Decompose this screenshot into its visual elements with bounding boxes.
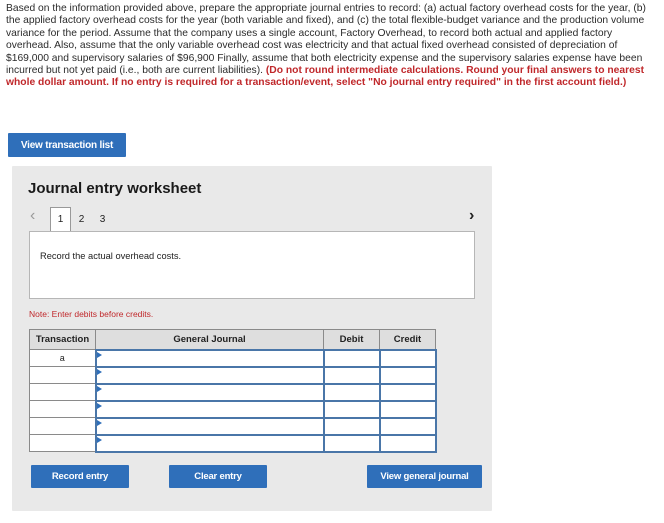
account-select[interactable] — [96, 367, 324, 384]
credit-input[interactable] — [380, 418, 436, 435]
account-select[interactable] — [96, 350, 324, 367]
table-row — [30, 435, 436, 452]
instructions-text: Based on the information provided above, prepare the appropriate journal entries to record: (a) actual factory overhead costs for the year, (b) the applied factory overhead costs for the year (both variable and fixed), and (c) the total flexible-budget variance and the production volume variance for the period. Assume that the company uses a single account, Factory Overhead, to record both actual and applied factory overhead. Also, assume that the only variable overhead cost was electricity and that actual fixed overhead consisted of depreciation of $169,000 and supervisory salaries of $96,900 Finally, assume that both electricity expense and the supervisory salaries expense have been incurred but not yet paid (i.e., both are current liabilities). — [6, 3, 646, 77]
credit-input[interactable] — [380, 350, 436, 367]
chevron-left-icon[interactable]: ‹ — [30, 207, 36, 224]
header-general-journal: General Journal — [96, 330, 324, 350]
transaction-cell — [30, 401, 96, 418]
table-row — [30, 418, 436, 435]
header-debit: Debit — [324, 330, 380, 350]
account-select[interactable] — [96, 401, 324, 418]
instructions-emphasis: (Do not round intermediate calculations. Round your final answers to nearest whole dollar amount. If no entry is required for a transaction/event, select "No journal entry required" in the first account field.) — [6, 65, 645, 89]
debit-input[interactable] — [324, 418, 380, 435]
clear-entry-button[interactable]: Clear entry — [169, 465, 267, 488]
journal-table-header — [30, 330, 436, 350]
credit-input[interactable] — [380, 435, 436, 452]
debit-input[interactable] — [324, 435, 380, 452]
transaction-cell: a — [30, 350, 96, 367]
view-general-journal-button[interactable]: View general journal — [367, 465, 482, 488]
header-transaction: Transaction — [30, 330, 96, 350]
debit-input[interactable] — [324, 401, 380, 418]
debit-input[interactable] — [324, 367, 380, 384]
chevron-right-icon[interactable]: › — [469, 207, 475, 224]
worksheet-tabs — [50, 207, 113, 232]
table-row — [30, 401, 436, 418]
view-transaction-list-button[interactable]: View transaction list — [8, 133, 126, 157]
header-credit: Credit — [380, 330, 436, 350]
credit-input[interactable] — [380, 367, 436, 384]
record-entry-button[interactable]: Record entry — [31, 465, 129, 488]
account-select[interactable] — [96, 418, 324, 435]
transaction-cell — [30, 418, 96, 435]
debit-input[interactable] — [324, 350, 380, 367]
worksheet-title: Journal entry worksheet — [28, 180, 202, 197]
transaction-cell — [30, 435, 96, 452]
transaction-cell — [30, 384, 96, 401]
table-row — [30, 367, 436, 384]
debit-input[interactable] — [324, 384, 380, 401]
table-row — [30, 384, 436, 401]
transaction-cell — [30, 367, 96, 384]
transaction-description-box — [29, 231, 475, 299]
instructions — [6, 3, 658, 90]
account-select[interactable] — [96, 435, 324, 452]
tab-1[interactable]: 1 — [50, 207, 71, 232]
table-row — [30, 350, 436, 367]
tab-2[interactable]: 2 — [78, 214, 85, 225]
tab-3[interactable]: 3 — [99, 214, 106, 225]
journal-table — [29, 329, 437, 453]
journal-entry-worksheet-panel — [12, 166, 492, 511]
account-select[interactable] — [96, 384, 324, 401]
credit-input[interactable] — [380, 401, 436, 418]
credit-input[interactable] — [380, 384, 436, 401]
transaction-description: Record the actual overhead costs. — [40, 251, 182, 261]
entry-note: Note: Enter debits before credits. — [29, 309, 154, 319]
